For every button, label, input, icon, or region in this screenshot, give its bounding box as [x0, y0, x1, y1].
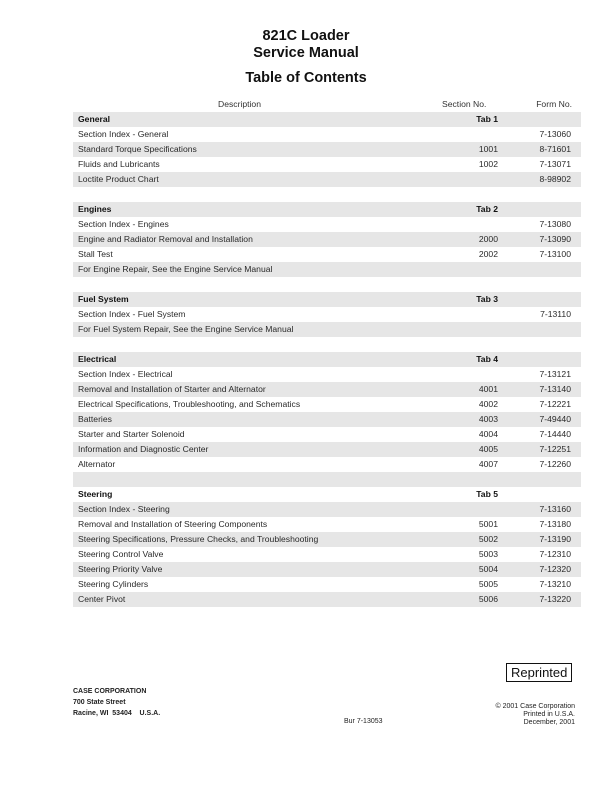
section-cell: 4005 [478, 444, 498, 454]
table-row [73, 502, 581, 517]
description-cell: Electrical [78, 354, 117, 364]
table-row [73, 412, 581, 427]
description-cell: Section Index - Fuel System [78, 309, 186, 319]
description-cell: Removal and Installation of Steering Components [78, 519, 268, 529]
form-cell: 7-49440 [539, 414, 571, 424]
form-cell: 8-98902 [539, 174, 571, 184]
description-cell: Starter and Starter Solenoid [78, 429, 185, 439]
section-cell: 2002 [478, 249, 498, 259]
description-cell: Engines [78, 204, 112, 214]
table-row [73, 547, 581, 562]
section-cell: 4004 [478, 429, 498, 439]
table-row [73, 517, 581, 532]
table-row [73, 232, 581, 247]
table-row [73, 562, 581, 577]
table-row [73, 127, 581, 142]
description-cell: Steering [78, 489, 113, 499]
table-row [73, 592, 581, 607]
description-cell: Batteries [78, 414, 112, 424]
form-cell: 7-13071 [539, 159, 571, 169]
section-cell: 4001 [478, 384, 498, 394]
description-cell: Steering Specifications, Pressure Checks, and Troubleshooting [78, 534, 319, 544]
description-cell: Removal and Installation of Starter and Alternator [78, 384, 266, 394]
section-cell: 4007 [478, 459, 498, 469]
table-row [73, 172, 581, 187]
section-cell: Tab 2 [476, 204, 498, 214]
section-cell: 5004 [478, 564, 498, 574]
form-number: Bur 7-13053 [344, 718, 383, 725]
column-section: Section No. [442, 99, 487, 109]
description-cell: Section Index - General [78, 129, 169, 139]
form-cell: 7-13100 [539, 249, 571, 259]
description-cell: Steering Control Valve [78, 549, 164, 559]
table-row [73, 442, 581, 457]
section-header-row [73, 352, 581, 367]
form-cell: 7-13220 [539, 594, 571, 604]
description-cell: Fluids and Lubricants [78, 159, 160, 169]
description-cell: Electrical Specifications, Troubleshooting, and Schematics [78, 399, 301, 409]
section-header-row [73, 112, 581, 127]
description-cell: For Fuel System Repair, See the Engine Service Manual [78, 324, 294, 334]
form-cell: 7-13210 [539, 579, 571, 589]
description-cell: Section Index - Steering [78, 504, 170, 514]
section-cell: Tab 1 [476, 114, 498, 124]
form-cell: 7-13190 [539, 534, 571, 544]
form-cell: 7-12251 [539, 444, 571, 454]
print-date: December, 2001 [523, 719, 575, 726]
form-cell: 7-14440 [539, 429, 571, 439]
printed-in: Printed in U.S.A. [523, 711, 575, 718]
section-cell: 5005 [478, 579, 498, 589]
section-cell: 5006 [478, 594, 498, 604]
document-title: 821C Loader [262, 28, 350, 44]
form-cell: 7-13090 [539, 234, 571, 244]
toc-heading: Table of Contents [245, 70, 367, 86]
form-cell: 7-13080 [539, 219, 571, 229]
form-cell: 7-12221 [539, 399, 571, 409]
section-cell: 4002 [478, 399, 498, 409]
section-cell: 4003 [478, 414, 498, 424]
description-cell: Standard Torque Specifications [78, 144, 197, 154]
section-header-row [73, 487, 581, 502]
description-cell: Alternator [78, 459, 116, 469]
section-cell: 5001 [478, 519, 498, 529]
column-form: Form No. [536, 99, 572, 109]
section-header-row [73, 292, 581, 307]
column-description: Description [218, 99, 261, 109]
spacer [73, 187, 581, 202]
description-cell: Stall Test [78, 249, 113, 259]
table-body [73, 112, 581, 607]
table-row [73, 532, 581, 547]
company-name: CASE CORPORATION [73, 688, 147, 695]
description-cell: For Engine Repair, See the Engine Service Manual [78, 264, 273, 274]
street: 700 State Street [73, 699, 126, 706]
description-cell: Engine and Radiator Removal and Installation [78, 234, 253, 244]
table-row [73, 577, 581, 592]
table-row [73, 457, 581, 472]
table-row [73, 382, 581, 397]
section-cell: 2000 [478, 234, 498, 244]
form-cell: 7-13060 [539, 129, 571, 139]
section-cell: 5002 [478, 534, 498, 544]
spacer [73, 277, 581, 292]
form-cell: 7-13160 [539, 504, 571, 514]
table-row [73, 472, 581, 487]
form-cell: 7-12310 [539, 549, 571, 559]
section-cell: Tab 4 [476, 354, 498, 364]
section-cell: 1001 [478, 144, 498, 154]
table-row [73, 142, 581, 157]
form-cell: 7-12320 [539, 564, 571, 574]
table-row [73, 157, 581, 172]
reprinted-stamp: Reprinted [506, 663, 572, 682]
section-cell: Tab 3 [476, 294, 498, 304]
description-cell: Fuel System [78, 294, 129, 304]
table-row [73, 307, 581, 322]
form-cell: 7-13110 [540, 309, 571, 319]
form-cell: 7-13180 [539, 519, 571, 529]
section-cell: 1002 [478, 159, 498, 169]
description-cell: General [78, 114, 111, 124]
table-row [73, 367, 581, 382]
description-cell: Steering Cylinders [78, 579, 149, 589]
form-cell: 7-13121 [539, 369, 571, 379]
table-row [73, 217, 581, 232]
table-row [73, 397, 581, 412]
toc-table [73, 97, 581, 607]
table-row [73, 322, 581, 337]
table-row [73, 427, 581, 442]
form-cell: 8-71601 [539, 144, 571, 154]
document-subtitle: Service Manual [253, 45, 359, 61]
city: Racine, WI 53404 U.S.A. [73, 710, 161, 717]
form-cell: 7-13140 [539, 384, 571, 394]
description-cell: Section Index - Engines [78, 219, 169, 229]
section-cell: 5003 [478, 549, 498, 559]
table-header [73, 97, 581, 112]
section-header-row [73, 202, 581, 217]
description-cell: Section Index - Electrical [78, 369, 173, 379]
description-cell: Steering Priority Valve [78, 564, 163, 574]
copyright: © 2001 Case Corporation [495, 703, 575, 710]
description-cell: Information and Diagnostic Center [78, 444, 209, 454]
description-cell: Loctite Product Chart [78, 174, 159, 184]
table-row [73, 247, 581, 262]
section-cell: Tab 5 [476, 489, 498, 499]
table-row [73, 262, 581, 277]
copyright-block [496, 703, 575, 727]
form-cell: 7-12260 [539, 459, 571, 469]
spacer [73, 337, 581, 352]
description-cell: Center Pivot [78, 594, 126, 604]
company-address [73, 686, 160, 719]
